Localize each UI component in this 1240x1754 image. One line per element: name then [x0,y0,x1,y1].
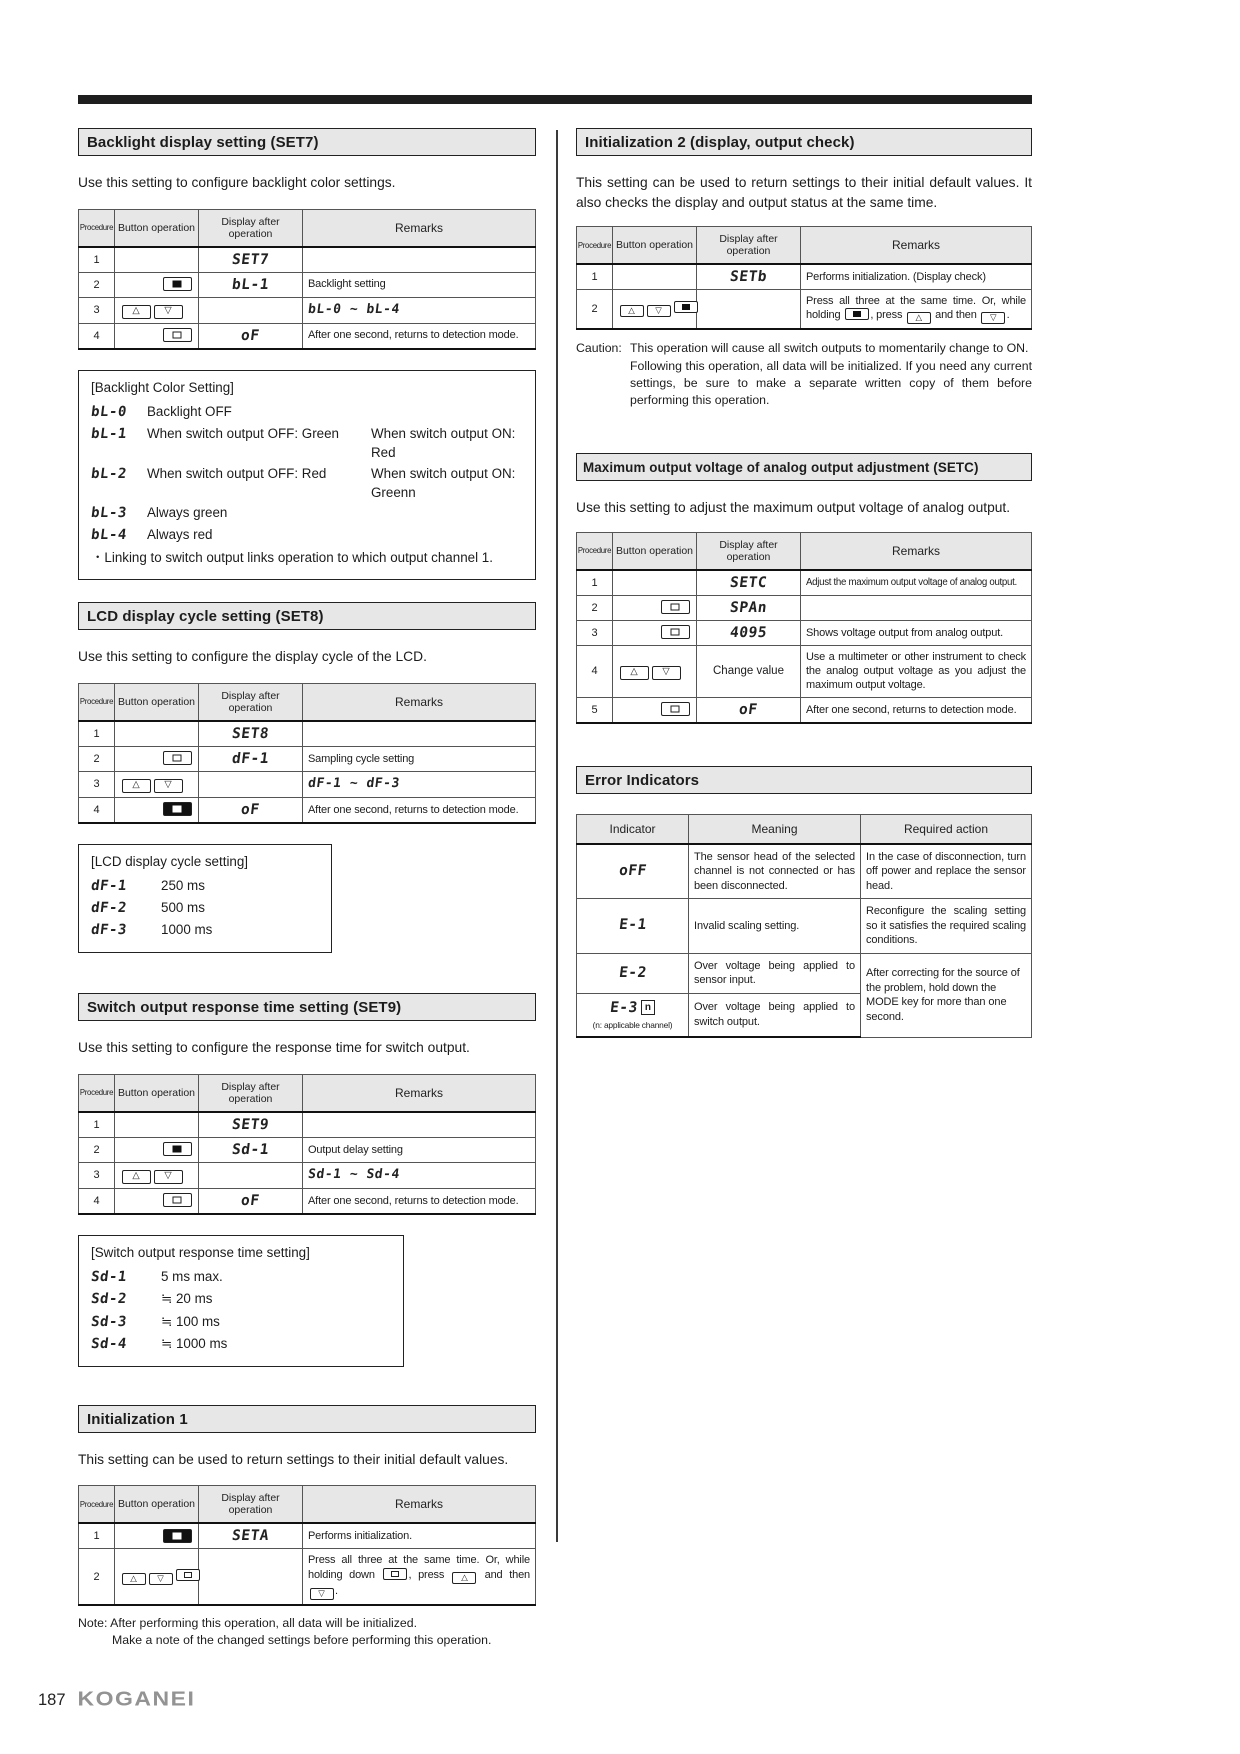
list-item: bL-1 When switch output OFF: Green When switch output ON: Red [90,425,516,460]
down-button-icon: ▽ [154,779,183,793]
lcd-code: bL-1 [90,425,128,442]
lcd-range-value: dF-1 ~ dF-3 [307,775,401,791]
lcd-code: bL-2 [90,465,128,482]
intro-initialization2: This setting can be used to return settings to their initial default values. It also checks the display and output status at the same time. [576,175,1032,210]
lcd-display-value: dF-1 [231,750,270,767]
up-button-icon: △ [122,1573,146,1585]
table-row: E-2 Over voltage being applied to sensor input. After correcting for the source of the problem, hold down the MODE key for more than one second. [577,953,1032,993]
table-set8 [78,683,536,824]
channel-number-box: n [641,1000,655,1015]
col-header-display: Display after operation [199,209,303,247]
lcd-cycle-box [78,844,332,954]
mode-button-icon [176,1569,200,1581]
lcd-display-value: SETb [729,269,768,286]
up-button-icon: △ [620,305,644,317]
lcd-display-value: SET9 [231,1116,270,1133]
list-item: dF-3 1000 ms [90,922,213,939]
table-row: 4 △ ▽ Change value Use a multimeter or other instrument to check the analog output voltage as you adjust the maximum output voltage. [577,645,1032,697]
lcd-range-value: Sd-1 ~ Sd-4 [307,1166,401,1182]
mode-button-icon [661,625,690,639]
table-row: 2 △ ▽ Press all three at the same time. Or, while holding , press △ and then ▽ . [577,290,1032,330]
table-row: oFF The sensor head of the selected channel is not connected or has been disconnected. In the case of disconnection, turn off power and replace the sensor head. [577,844,1032,899]
col-header-meaning: Meaning [689,814,861,844]
lcd-display-value: SETC [729,574,768,591]
mode-button-icon [163,328,192,342]
table-header-row [79,209,536,247]
lcd-display-value: SETA [231,1528,270,1545]
table-init2 [576,226,1032,330]
mode-button-icon [845,308,869,320]
box-title: [LCD display cycle setting] [91,853,249,869]
table-set7 [78,209,536,350]
mode-button-hold-icon [163,802,192,816]
table-row: 2 SPAn [577,595,1032,620]
box-note: ・Linking to switch output links operation to which output channel 1. [91,550,493,566]
table-row: E-3 n (n: applicable channel) Over voltage being applied to switch output. [577,993,1032,1037]
list-item: bL-3 Always green [91,503,523,524]
table-header-row: Procedure Button operation Display after operation Remarks [79,1074,536,1112]
up-button-icon: △ [122,1170,151,1184]
section-title-lcd-cycle: LCD display cycle setting (SET8) [78,602,536,630]
table-setc [576,532,1032,724]
table-row: 3 4095 Shows voltage output from analog output. [577,620,1032,645]
lcd-code: bL-3 [90,505,128,522]
mode-button-icon [163,1142,192,1156]
caution-label: Caution: [576,341,622,356]
list-item: dF-1 250 ms [90,877,205,894]
intro-response-time: Use this setting to configure the response time for switch output. [78,1040,470,1056]
down-button-icon: ▽ [154,305,183,319]
list-item: Sd-3 ≒ 100 ms [90,1313,220,1330]
col-header-procedure: Procedure [79,209,115,247]
error-code: oFF [617,862,648,879]
table-row: 5 oF After one second, returns to detection mode. [577,697,1032,723]
lcd-display-value: oF [240,327,261,344]
col-header-indicator: Indicator [577,814,689,844]
section-title-initialization1: Initialization 1 [78,1405,536,1433]
koganei-logo: KOGANEI [77,1687,196,1711]
list-item: Sd-2 ≒ 20 ms [90,1291,213,1308]
lcd-display-value: oF [240,801,261,818]
table-row: 3 △ ▽ dF-1 ~ dF-3 [79,771,536,797]
error-code: E-3 [609,999,639,1016]
table-row: 4 oF After one second, returns to detection mode. [79,1188,536,1214]
table-header-row [577,814,1032,844]
mode-button-icon [163,277,192,291]
down-button-icon: ▽ [647,305,671,317]
page-footer [38,1684,195,1711]
lcd-display-value: oF [240,1192,261,1209]
down-button-icon: ▽ [154,1170,183,1184]
table-errors [576,814,1032,1038]
up-button-icon: △ [122,305,151,319]
section-title-initialization2: Initialization 2 (display, output check) [576,128,1032,156]
column-divider [556,130,558,1542]
mode-button-icon [163,751,192,765]
table-row: 3 △ ▽ bL-0 ~ bL-4 [79,297,536,323]
table-header-row: Procedure Button operation Display after operation Remarks [79,683,536,721]
channel-note: (n: applicable channel) [592,1019,673,1030]
lcd-range-value: bL-0 ~ bL-4 [307,301,401,317]
mode-button-icon [661,600,690,614]
init1-note: Note: After performing this operation, all data will be initialized. Make a note of the changed settings before performing this operation. [78,1615,492,1647]
down-button-icon: ▽ [149,1573,173,1585]
section-title-backlight: Backlight display setting (SET7) [78,128,536,156]
mode-button-icon [163,1193,192,1207]
down-button-icon: ▽ [310,1588,334,1600]
up-button-icon: △ [452,1572,476,1584]
table-row: 4 oF After one second, returns to detection mode. [79,323,536,349]
mode-button-hold-icon [163,1529,192,1543]
list-item: Sd-1 5 ms max. [90,1268,223,1285]
table-row: E-1 Invalid scaling setting. Reconfigure the scaling setting so it satisfies the required scaling conditions. [577,899,1032,954]
table-row: 1 SETC Adjust the maximum output voltage of analog output. [577,570,1032,596]
left-column [78,128,536,1649]
box-title: [Backlight Color Setting] [91,379,234,395]
page-number: 187 [38,1691,66,1709]
col-header-remarks: Remarks [303,209,536,247]
init2-caution: Caution: This operation will cause all switch outputs to momentarily change to ON. Following this operation, all data will be initialized. If you need any current settings, be sure to make a separate written copy of them before performing this operation. [576,340,1032,409]
table-header-row: Procedure Button operation Display after operation Remarks [79,1486,536,1524]
mode-button-icon [674,301,698,313]
table-init1 [78,1485,536,1605]
top-rule [78,95,1032,104]
intro-lcd-cycle: Use this setting to configure the display cycle of the LCD. [78,649,427,665]
mode-button-icon [661,702,690,716]
table-row: 4 oF After one second, returns to detection mode. [79,797,536,823]
intro-initialization1: This setting can be used to return settings to their initial default values. [78,1451,509,1467]
error-code: E-1 [617,917,648,934]
up-button-icon: △ [620,666,649,680]
table-row: 2 Sd-1 Output delay setting [79,1137,536,1162]
down-button-icon: ▽ [981,312,1005,324]
down-button-icon: ▽ [652,666,681,680]
list-item: bL-2 When switch output OFF: Red When switch output ON: Greenn [90,465,516,500]
table-row: 2 bL-1 Backlight setting [79,272,536,297]
table-row: 1 SETb Performs initialization. (Display check) [577,264,1032,290]
lcd-display-value: Sd-1 [231,1141,270,1158]
error-code: E-2 [617,964,648,981]
section-title-analog-adjust: Maximum output voltage of analog output adjustment (SETC) [576,453,1032,481]
col-header-button-operation: Button operation [115,209,199,247]
table-row: 1 SET8 [79,721,536,747]
intro-backlight: Use this setting to configure backlight color settings. [78,175,396,190]
table-header-row: Procedure Button operation Display after operation Remarks [577,532,1032,570]
up-button-icon: △ [907,312,931,324]
list-item: bL-4 Always red [91,525,523,546]
right-column [576,128,1032,1038]
col-header-required-action: Required action [861,814,1032,844]
lcd-display-value: SET7 [231,251,270,268]
list-item: bL-0 Backlight OFF [91,402,523,423]
mode-button-icon [383,1568,407,1580]
lcd-display-value: SPAn [729,599,768,616]
table-row: 3 △ ▽ Sd-1 ~ Sd-4 [79,1162,536,1188]
list-item: dF-2 500 ms [90,900,205,917]
table-row: 2 dF-1 Sampling cycle setting [79,746,536,771]
lcd-code: bL-0 [90,403,128,420]
lcd-display-value: bL-1 [231,276,270,293]
section-title-error-indicators: Error Indicators [576,766,1032,794]
lcd-display-value: 4095 [729,624,768,641]
intro-analog-adjust: Use this setting to adjust the maximum output voltage of analog output. [576,500,1011,516]
table-header-row: Procedure Button operation Display after operation Remarks [577,227,1032,265]
lcd-code: bL-4 [90,527,128,544]
box-title: [Switch output response time setting] [91,1244,310,1260]
backlight-color-setting-box [78,370,536,581]
lcd-display-value: SET8 [231,725,270,742]
table-row: 1 SET9 [79,1112,536,1138]
up-button-icon: △ [122,779,151,793]
table-row: 1 SET7 [79,247,536,273]
section-title-response-time: Switch output response time setting (SET9) [78,993,536,1021]
list-item: Sd-4 ≒ 1000 ms [90,1336,228,1352]
table-set9 [78,1074,536,1215]
response-time-box [78,1235,404,1367]
table-row: 2 △ ▽ Press all three at the same time. Or, while holding down , press △ and then ▽ . [79,1549,536,1605]
lcd-display-value: oF [738,701,759,718]
table-row: 1 SETA Performs initialization. [79,1523,536,1549]
